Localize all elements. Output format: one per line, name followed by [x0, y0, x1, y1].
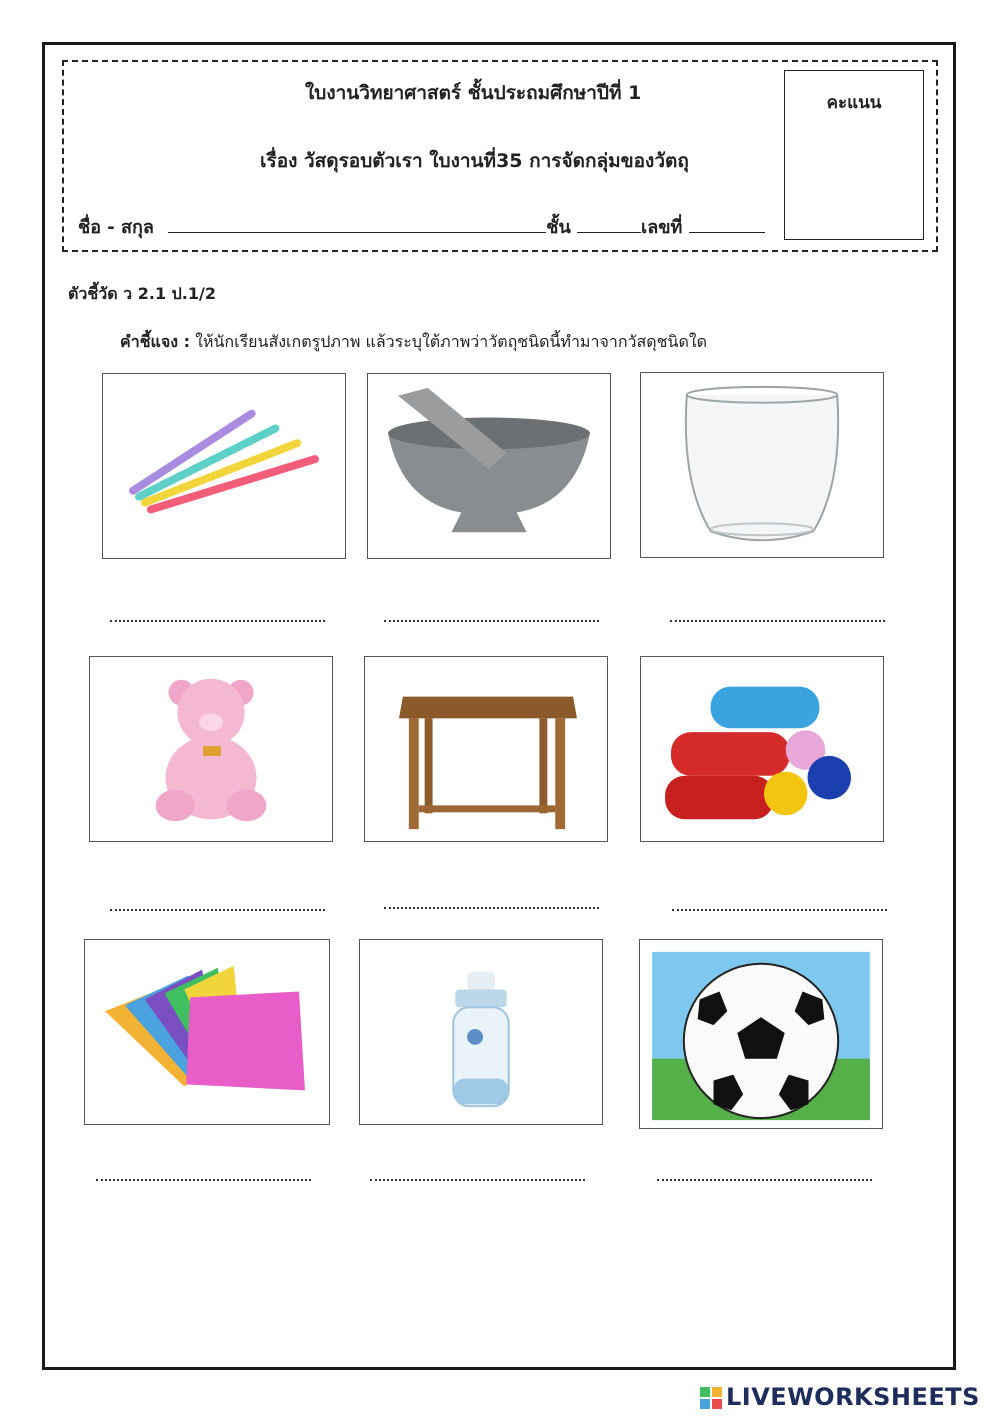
answer-line-6[interactable] [672, 903, 887, 911]
number-field[interactable] [689, 214, 765, 233]
answer-line-1[interactable] [110, 614, 325, 622]
image-colored-paper [84, 939, 330, 1125]
liveworksheets-logo-icon [700, 1387, 722, 1409]
image-towels [640, 656, 884, 842]
indicator: ตัวชี้วัด ว 2.1 ป.1/2 [68, 284, 216, 303]
liveworksheets-logo [700, 1383, 980, 1411]
answer-line-5[interactable] [384, 901, 599, 909]
worksheet-subtitle: เรื่อง วัสดุรอบตัวเรา ใบงานที่35 การจัดกลุ่มของวัตถุ [260, 150, 689, 172]
score-box [784, 70, 924, 240]
answer-line-2[interactable] [384, 614, 599, 622]
image-soccer-ball [639, 939, 883, 1129]
image-rulers [102, 373, 346, 559]
answer-line-4[interactable] [110, 903, 325, 911]
name-field[interactable] [168, 214, 546, 233]
instruction-label: คำชี้แจง : [120, 332, 191, 351]
instruction-text: ให้นักเรียนสังเกตรูปภาพ แล้วระบุใต้ภาพว่าวัตถุชนิดนี้ทำมาจากวัสดุชนิดใด [195, 332, 708, 351]
image-mortar-pestle [367, 373, 611, 559]
liveworksheets-logo-text: LIVEWORKSHEETS [726, 1383, 980, 1411]
name-label: ชื่อ - สกุล [78, 217, 154, 238]
number-label: เลขที่ [641, 217, 683, 238]
class-field[interactable] [577, 214, 641, 233]
instruction [120, 330, 707, 355]
image-baby-bottle [359, 939, 603, 1125]
student-info-row [78, 212, 765, 241]
class-label: ชั้น [546, 217, 571, 238]
image-glass [640, 372, 884, 558]
answer-line-3[interactable] [670, 614, 885, 622]
image-wooden-table [364, 656, 608, 842]
answer-line-9[interactable] [657, 1173, 872, 1181]
score-label: คะแนน [826, 93, 882, 113]
worksheet-title: ใบงานวิทยาศาสตร์ ชั้นประถมศึกษาปีที่ 1 [305, 82, 642, 104]
answer-line-8[interactable] [370, 1173, 585, 1181]
answer-line-7[interactable] [96, 1173, 311, 1181]
image-teddy-bear [89, 656, 333, 842]
